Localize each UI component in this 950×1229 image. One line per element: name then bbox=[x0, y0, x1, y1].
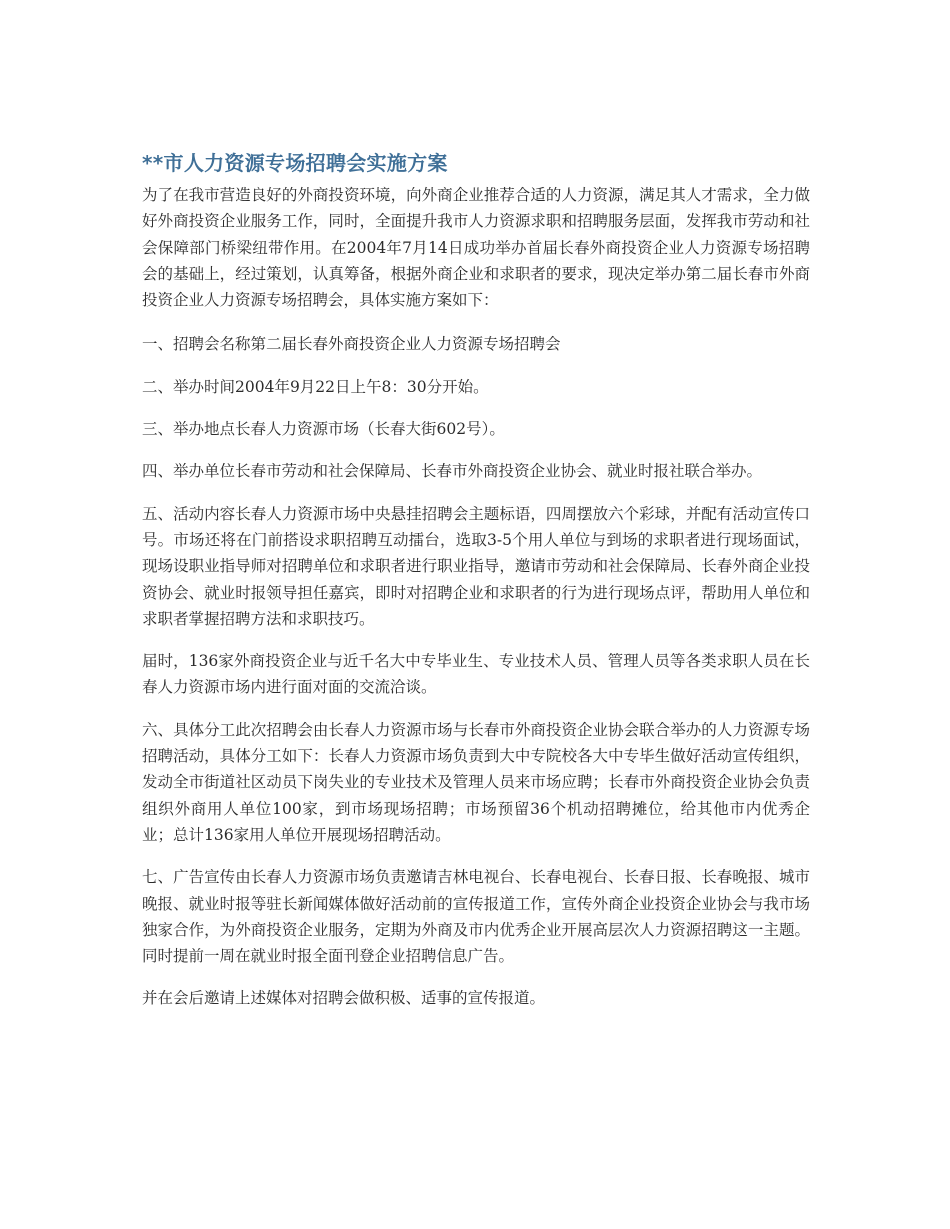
document-title: **市人力资源专场招聘会实施方案 bbox=[142, 151, 448, 175]
section-3-location: 三、举办地点长春人力资源市场（长春大街602号）。 bbox=[142, 420, 505, 439]
section-5-content: 五、活动内容长春人力资源市场中央悬挂招聘会主题标语，四周摆放六个彩球，并配有活动宣传口号。市场还将在门前搭设求职招聘互动擂台，选取3-5个用人单位与到场的求职者进行现场面试，现场设职业指导师对招聘单位和求职者进行职业指导，邀请市劳动和社会保障局、长春外商企业投资协会、就业时报领导担任嘉宾，即时对招聘企业和求职者的行为进行现场点评，帮助用人单位和求职者掌握招聘方法和求职技巧。 bbox=[142, 504, 810, 628]
participants-paragraph: 届时，136家外商投资企业与近千名大中专毕业生、专业技术人员、管理人员等各类求职人员在长春人力资源市场内进行面对面的交流洽谈。 bbox=[142, 652, 810, 697]
section-1-name: 一、招聘会名称第二届长春外商投资企业人力资源专场招聘会 bbox=[142, 335, 561, 354]
section-2-time: 二、举办时间2004年9月22日上午8：30分开始。 bbox=[142, 377, 489, 396]
intro-paragraph: 为了在我市营造良好的外商投资环境，向外商企业推荐合适的人力资源，满足其人才需求，全力做好外商投资企业服务工作，同时，全面提升我市人力资源求职和招聘服务层面，发挥我市劳动和社会保障部门桥梁纽带作用。在2004年7月14日成功举办首届长春外商投资企业人力资源专场招聘会的基础上，经过策划，认真筹备，根据外商企业和求职者的要求，现决定举办第二届长春市外商投资企业人力资源专场招聘会，具体实施方案如下： bbox=[142, 186, 810, 310]
section-6-division: 六、具体分工此次招聘会由长春人力资源市场与长春市外商投资企业协会联合举办的人力资源专场招聘活动，具体分工如下：长春人力资源市场负责到大中专院校各大中专毕生做好活动宣传组织，发动全市街道社区动员下岗失业的专业技术及管理人员来市场应聘；长春市外商投资企业协会负责组织外商用人单位100家，到市场现场招聘；市场预留36个机动招聘摊位，给其他市内优秀企业；总计136家用人单位开展现场招聘活动。 bbox=[142, 720, 810, 844]
document-page bbox=[142, 146, 810, 1028]
section-7-advertising: 七、广告宣传由长春人力资源市场负责邀请吉林电视台、长春电视台、长春日报、长春晚报、城市晚报、就业时报等驻长新闻媒体做好活动前的宣传报道工作，宣传外商企业投资企业协会与我市场独家合作，为外商投资企业服务，定期为外商及市内优秀企业开展高层次人力资源招聘这一主题。同时提前一周在就业时报全面刊登企业招聘信息广告。 bbox=[142, 868, 810, 966]
section-4-organizers: 四、举办单位长春市劳动和社会保障局、长春市外商投资企业协会、就业时报社联合举办。 bbox=[142, 462, 763, 481]
closing-paragraph: 并在会后邀请上述媒体对招聘会做积极、适事的宣传报道。 bbox=[142, 989, 546, 1008]
